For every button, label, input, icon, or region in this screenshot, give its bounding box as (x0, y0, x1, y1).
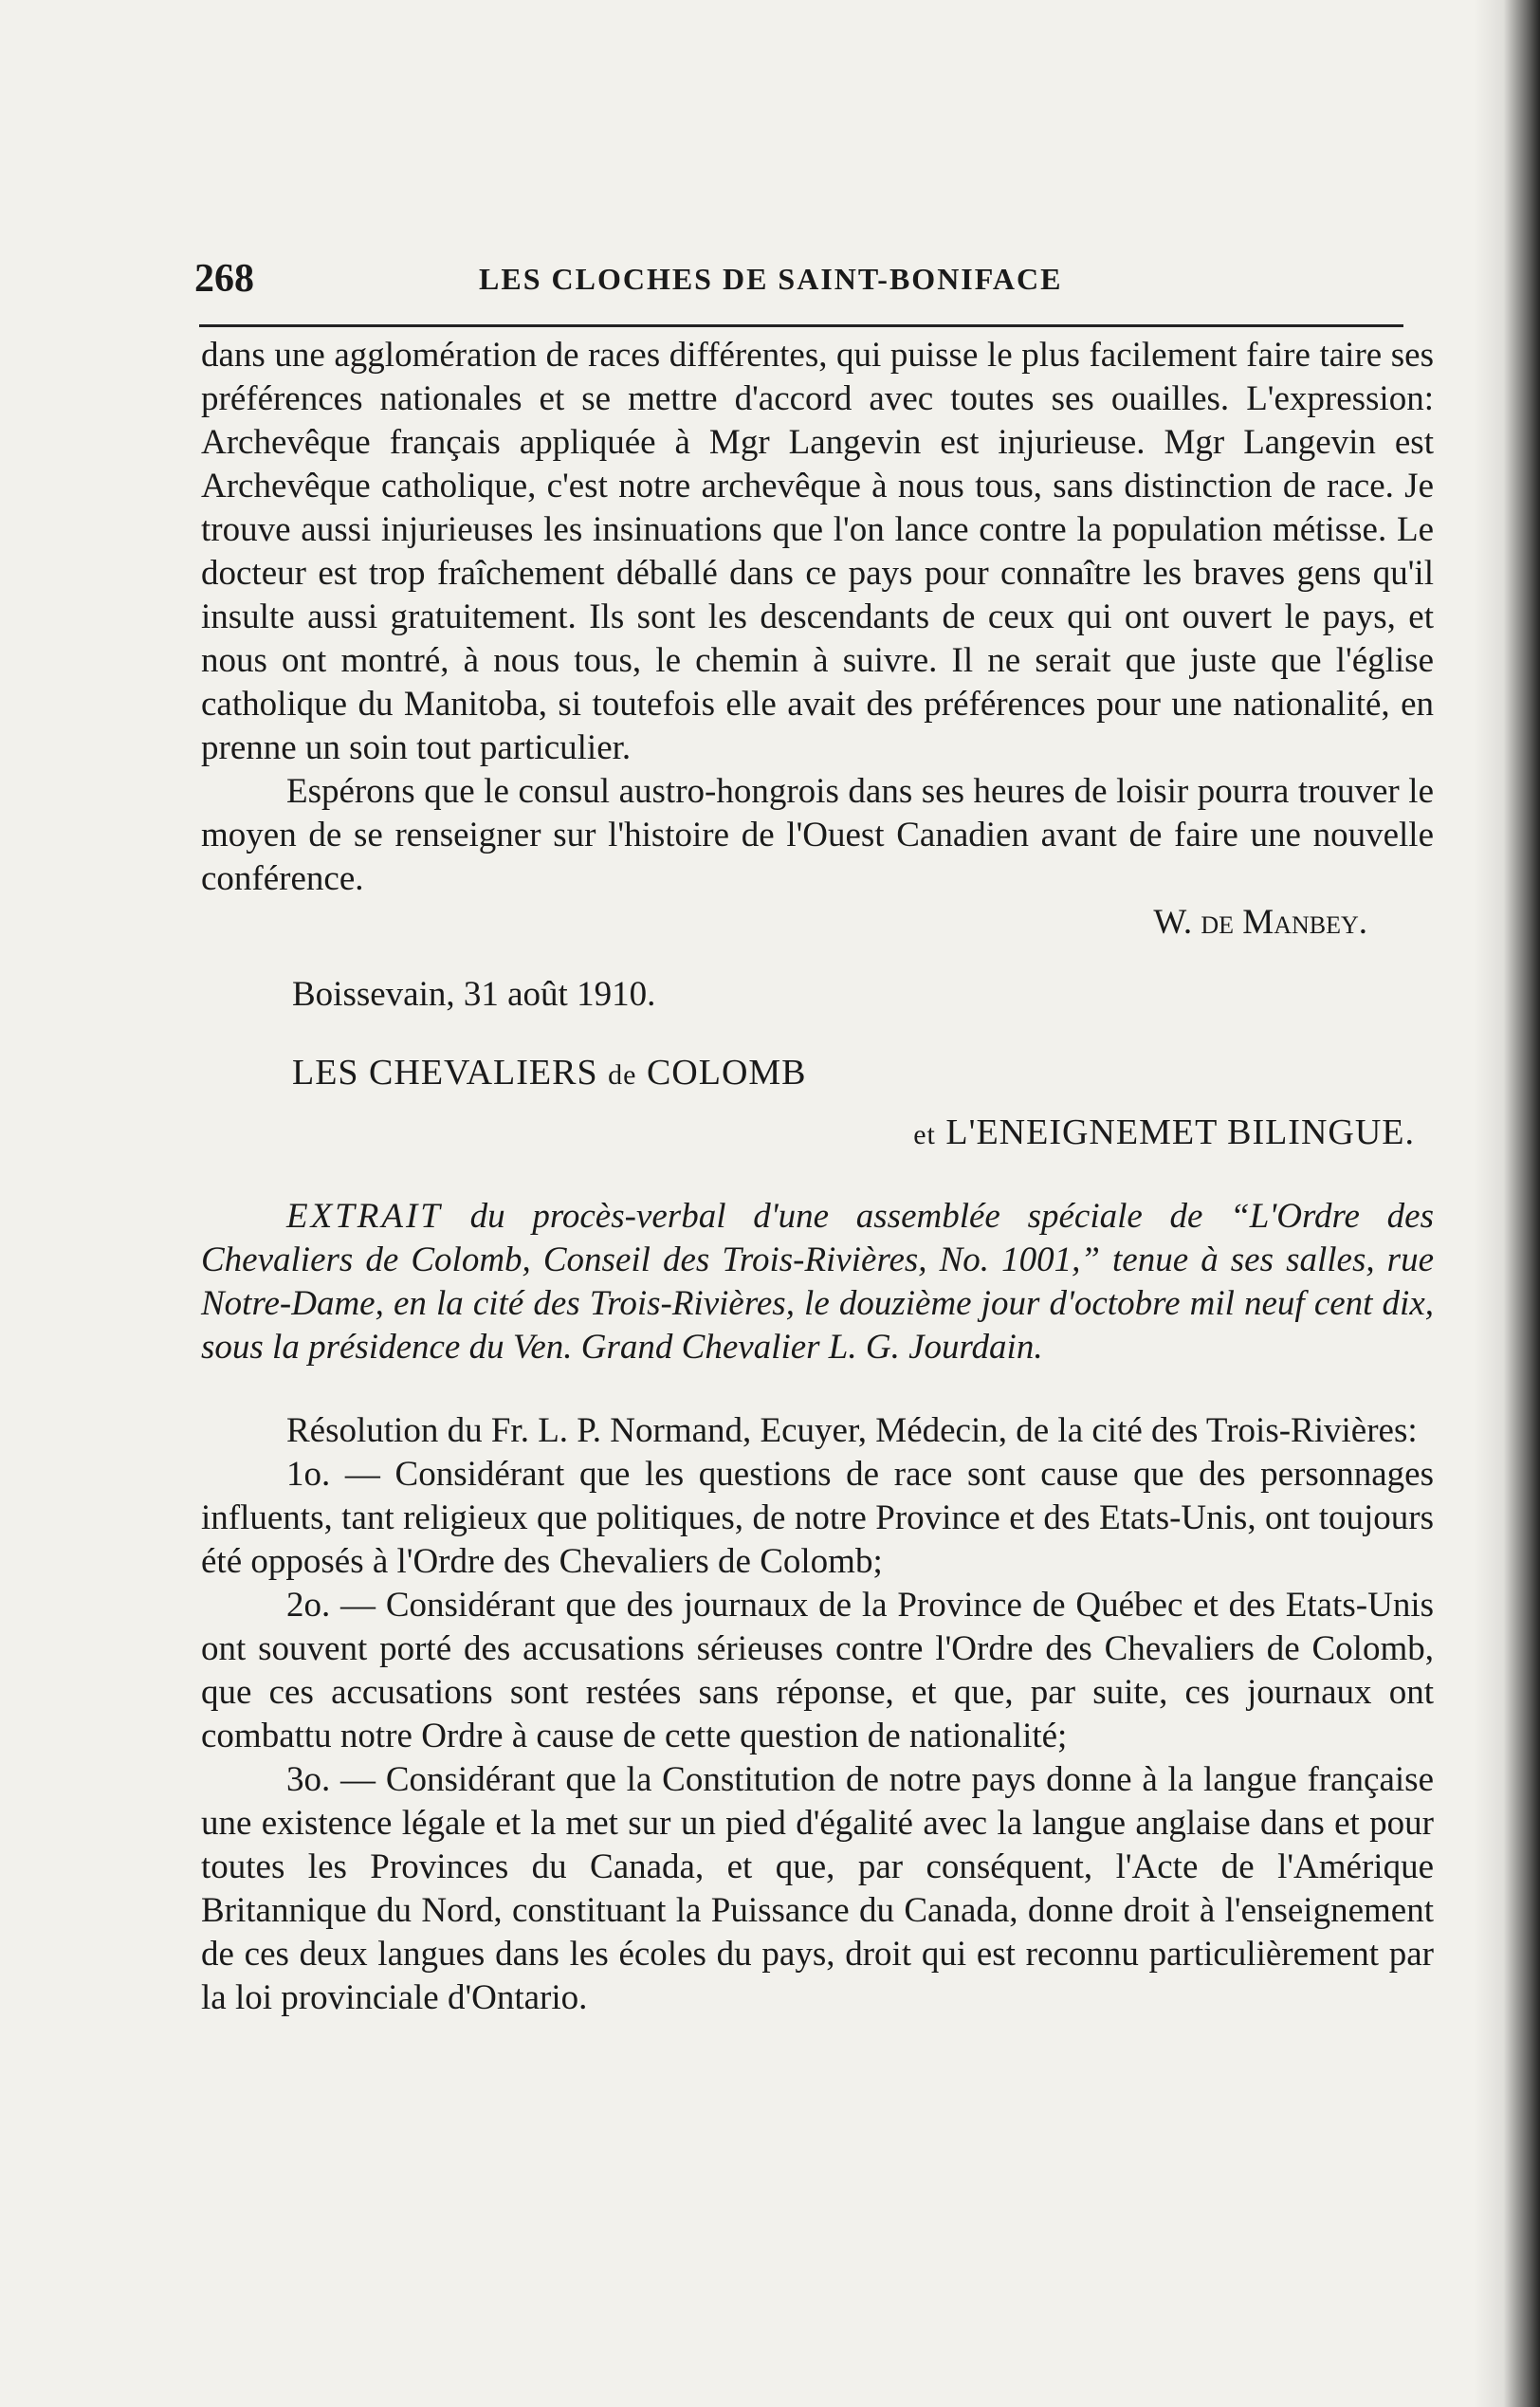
resolution-item-3: 3o. — Considérant que la Constitution de notre pays donne à la langue française une existence légale et la met sur un pied d'égalité avec la langue anglaise dans et pour toutes les Provinces du Canada, et que, par conséquent, l'Acte de l'Amérique Britannique du Nord, constituant la Puissance du Canada, donne droit à l'enseignement de ces deux langues dans les écoles du pays, droit qui est reconnu particulièrement par la loi provinciale d'Ontario. (201, 1760, 1434, 2017)
page-header (194, 256, 1403, 313)
extract-text: du procès-verbal d'une assemblée spéciale de “L'Ordre des Chevaliers de Colomb, Conseil des Trois-Rivières, No. 1001,” tenue à ses salles, rue Notre-Dame, en la cité des Trois-Rivières, le douzième jour d'octobre mil neuf cent dix, sous la présidence du Ven. Grand Chevalier L. G. Jourdain. (201, 1197, 1434, 1367)
page-edge-shadow (1474, 0, 1540, 2407)
page-body (201, 334, 1434, 2020)
heading-part: et (913, 1119, 936, 1150)
heading-part: COLOMB (646, 1053, 807, 1093)
paragraph-1: dans une agglomération de races différentes, qui puisse le plus facilement faire taire ses préférences nationales et se mettre d'accord avec toutes ses ouailles. L'expression: Archevêque français appliquée à Mgr Langevin est injurieuse. Mgr Langevin est Archevêque catholique, c'est notre archevêque à nous tous, sans distinction de race. Je trouve aussi injurieuses les insinuations que l'on lance contre la population métisse. Le docteur est trop fraîchement déballé dans ce pays pour connaître les braves gens qu'il insulte aussi gratuitement. Ils sont les descendants de ceux qui ont ouvert le pays, et nous ont montré, à nous tous, le chemin à suivre. Il ne serait que juste que l'église catholique du Manitoba, si toutefois elle avait des préférences pour une nationalité, en prenne un soin tout particulier. (201, 336, 1434, 767)
resolution-item-2: 2o. — Considérant que des journaux de la Province de Québec et des Etats-Unis ont souvent porté des accusations sérieuses contre l'Ordre des Chevaliers de Colomb, que ces accusations sont restées sans réponse, et que, par suite, ces journaux ont combattu notre Ordre à cause de cette question de nationalité; (201, 1586, 1434, 1755)
page-number: 268 (194, 257, 254, 301)
section-heading-line-1 (201, 1051, 1434, 1097)
running-title: LES CLOCHES DE SAINT-BONIFACE (479, 262, 1063, 296)
heading-part: L'ENEIGNEMET BILINGUE. (945, 1112, 1415, 1152)
extract-lead: EXTRAIT (286, 1197, 443, 1236)
paragraph-2: Espérons que le consul austro-hongrois dans ses heures de loisir pourra trouver le moyen de se renseigner sur l'histoire de l'Ouest Canadien avant de faire une nouvelle conférence. (201, 772, 1434, 898)
header-rule (199, 324, 1403, 327)
dateline: Boissevain, 31 août 1910. (292, 975, 656, 1014)
extract-paragraph (201, 1195, 1434, 1369)
resolution-item-1: 1o. — Considérant que les questions de race sont cause que des personnages influents, tant religieux que politiques, de notre Province et des Etats-Unis, ont toujours été opposés à l'Ordre des Chevaliers de Colomb; (201, 1455, 1434, 1581)
section-heading-line-2 (201, 1111, 1434, 1157)
heading-part: LES CHEVALIERS (292, 1053, 598, 1093)
signature: W. de Manbey. (1153, 903, 1367, 942)
resolution-paragraph: Résolution du Fr. L. P. Normand, Ecuyer, Médecin, de la cité des Trois-Rivières: (286, 1411, 1418, 1450)
heading-part: de (608, 1059, 637, 1091)
